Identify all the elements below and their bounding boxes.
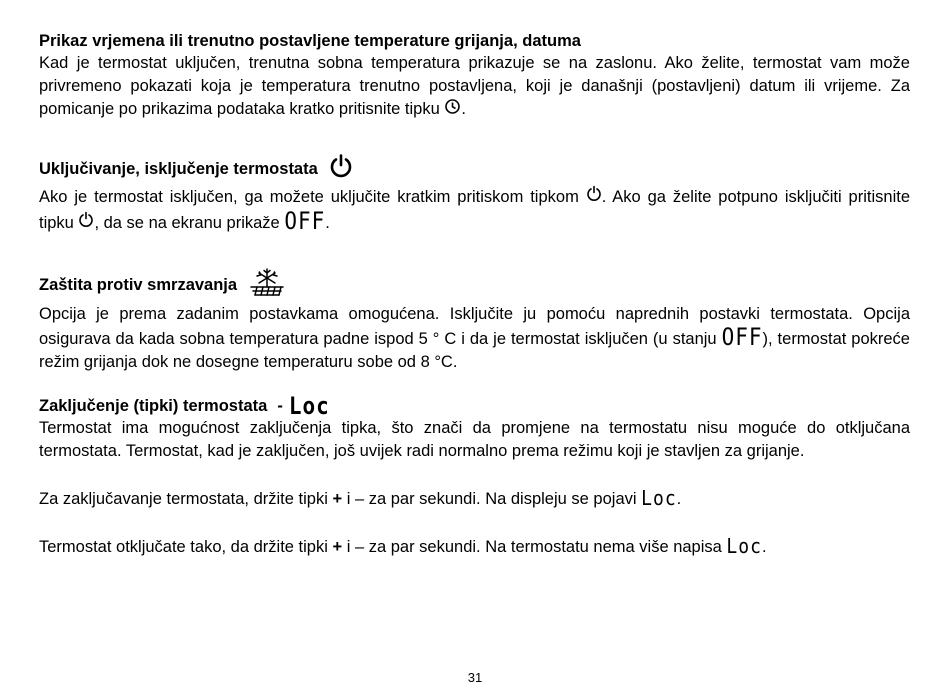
power-icon bbox=[78, 211, 94, 236]
plus-key-label: + bbox=[332, 490, 343, 509]
section-title-text: Zaštita protiv smrzavanja bbox=[39, 276, 238, 295]
body-text-end: . bbox=[761, 538, 767, 557]
body-text: Opcija je prema zadanim postavkama omogućena. Isključite ju pomoću naprednih postavki termostata. Opcija osigurava da kada sobna temperatura padne ispod 5 ° C i da je termostat isključen (u stanju bbox=[39, 305, 910, 349]
power-icon bbox=[328, 153, 354, 185]
body-text: . Ako ga želite potpuno isključiti pritisnite tipku bbox=[39, 188, 910, 233]
body-text: i – za par sekundi. Na displeju se pojavi bbox=[346, 490, 637, 509]
plus-key-label: + bbox=[332, 538, 343, 557]
section-body: Termostat ima mogućnost zaključenja tipka, što znači da promjene na termostatu nisu moguće do otključana termostata. Termostat, kad je zaključen, još uvijek radi normalno prema režimu koji je stavljen za grijanje. bbox=[39, 419, 910, 461]
section-body bbox=[39, 303, 910, 374]
body-text: Termostat otključate tako, da držite tipki bbox=[39, 538, 328, 557]
section-title bbox=[39, 153, 910, 185]
page-number: 31 bbox=[467, 670, 483, 685]
body-text-end: . bbox=[461, 100, 466, 118]
section-title: Prikaz vrjemena ili trenutno postavljene temperature grijanja, datuma bbox=[39, 32, 581, 50]
lcd-loc-indicator: Loc bbox=[726, 534, 762, 559]
snowflake-icon bbox=[247, 267, 287, 303]
section-display-info bbox=[39, 30, 910, 121]
body-text: Ako je termostat isključen, ga možete uključite kratkim pritiskom tipkom bbox=[39, 188, 579, 206]
section-body bbox=[39, 52, 910, 121]
body-text: ), termostat pokreće režim grijanja dok ne dosegne temperaturu sobe od 8 °C. bbox=[39, 330, 910, 372]
clock-icon bbox=[444, 98, 461, 121]
lcd-off-indicator: OFF bbox=[284, 207, 326, 235]
title-separator: - bbox=[277, 397, 283, 416]
body-text: Za zaključavanje termostata, držite tipki bbox=[39, 490, 328, 509]
section-body bbox=[39, 487, 910, 511]
body-text-end: . bbox=[325, 214, 330, 233]
power-icon bbox=[586, 185, 602, 210]
body-text-end: . bbox=[676, 490, 682, 509]
body-text: , da se na ekranu prikaže bbox=[94, 214, 280, 233]
body-text: Kad je termostat uključen, trenutna sobna temperatura prikazuje se na zaslonu. Ako želite, termostat vam može privremeno pokazati koja je temperatura trenutno postavljena, koji je današnji (postavljeni) datum ili vrijeme. Za pomicanje po prikazima podataka kratko pritisnite tipku bbox=[39, 54, 910, 118]
lcd-loc-indicator: Loc bbox=[641, 486, 677, 511]
section-key-lock bbox=[39, 392, 910, 559]
section-title-text: Uključivanje, isključenje termostata bbox=[39, 160, 318, 179]
section-body bbox=[39, 185, 910, 236]
section-power bbox=[39, 153, 910, 236]
section-body bbox=[39, 535, 910, 559]
document-page bbox=[39, 30, 910, 559]
lcd-loc-indicator: Loc bbox=[288, 392, 330, 421]
section-frost-protection bbox=[39, 267, 910, 374]
section-title-text: Zaključenje (tipki) termostata bbox=[39, 397, 268, 416]
section-title bbox=[39, 392, 910, 421]
lcd-off-indicator: OFF bbox=[721, 323, 763, 352]
section-title bbox=[39, 267, 910, 303]
body-text: i – za par sekundi. Na termostatu nema više napisa bbox=[346, 538, 722, 557]
